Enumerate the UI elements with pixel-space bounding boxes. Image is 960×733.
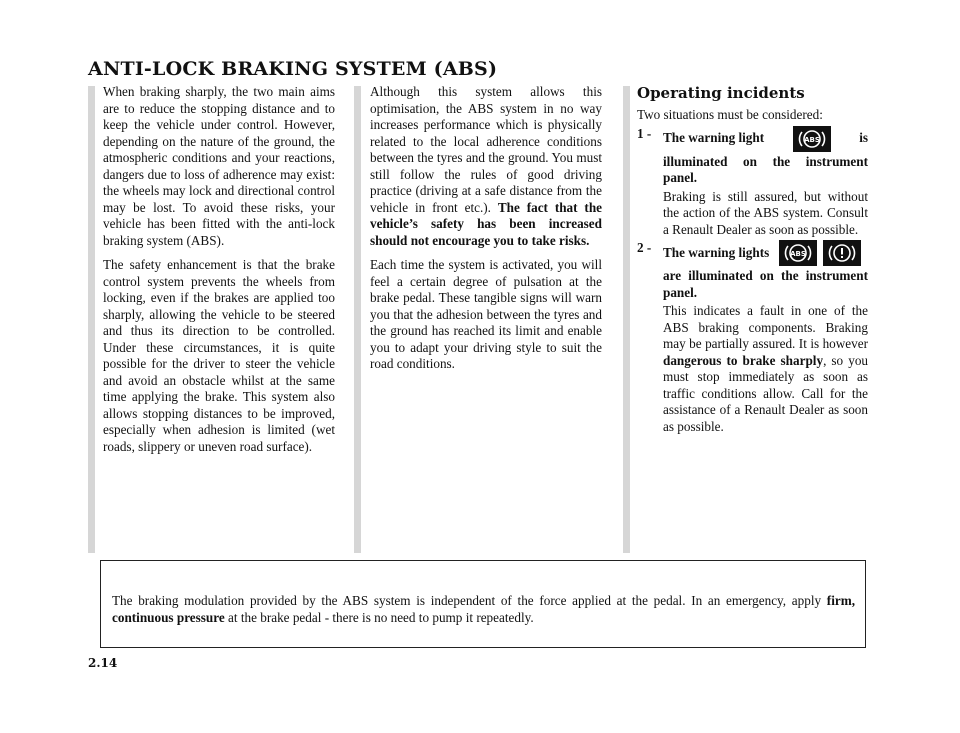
note-text: The braking modulation provided by the ABS system is independent of the force applied at the pedal. In an emergency, apply — [112, 593, 822, 608]
note-emphasis: firm, continuous pressure — [112, 593, 855, 625]
note-text: at the brake pedal - there is no need to pump it repeatedly. — [228, 609, 534, 625]
note-box — [100, 560, 866, 648]
incident-item-1 — [637, 126, 868, 239]
column-1 — [103, 84, 335, 463]
abs-warning-icon — [793, 126, 831, 152]
item-heading — [663, 240, 868, 266]
section-heading: Operating incidents — [637, 84, 805, 102]
item-heading-text: illuminated on the instrument panel. — [663, 153, 868, 185]
column-bar-2 — [354, 86, 361, 553]
item-number: 1 - — [637, 125, 652, 141]
page-number: 2.14 — [88, 656, 118, 670]
paragraph: The safety enhancement is that the brake control system prevents the wheels from locking, even if the brakes are applied too sharply, allowing the vehicle to be steered and thus its direction to be controlled. Under these circumstances, it is quite possible for the driver to steer the vehicle and avoid an obstacle whilst at the same time applying the brake. This system also allows stopping distances to be improved, especially when adhesion is limited (wet roads, slippery or uneven road surface). — [103, 257, 335, 454]
safety-warning-text: The fact that the vehicle’s safety has been increased should not encourage you to take risks. — [370, 199, 603, 248]
item-heading-text: The warning lights — [663, 244, 770, 260]
item-body-text: , so you must stop immediately as soon as traffic conditions allow. Call for the assistance of a Renault Dealer as soon as possible. — [663, 352, 869, 434]
item-body-text: This indicates a fault in one of the ABS braking components. Braking may be partially assured. It is however — [663, 303, 868, 351]
item-heading-text: The warning light — [663, 130, 765, 146]
svg-text:ABS: ABS — [790, 250, 807, 258]
item-heading-text: are illuminated on the instrument panel. — [663, 268, 868, 300]
brake-warning-icon — [823, 240, 861, 266]
column-bar-3 — [623, 86, 630, 553]
svg-text:ABS: ABS — [803, 135, 820, 144]
column-3 — [637, 84, 868, 441]
incident-item-2 — [637, 240, 868, 435]
intro-text: Two situations must be considered: — [637, 107, 823, 122]
item-heading-text: is — [859, 130, 868, 146]
paragraph-text: Although this system allows this optimisation, the ABS system in no way increases performance which is physically related to the local adherence conditions between the tyres and the ground. You must still follow the rules of good driving practice (driving at a safe distance from the vehicle in front etc.). — [370, 84, 602, 215]
abs-warning-icon — [779, 240, 817, 266]
danger-text: dangerous to brake sharply — [663, 352, 824, 368]
column-2 — [370, 84, 602, 381]
item-heading — [663, 126, 868, 152]
item-body — [663, 303, 868, 435]
paragraph: When braking sharply, the two main aims are to reduce the stopping distance and to keep the vehicle under control. However, depending on the nature of the ground, the atmospheric conditions and your reactions, dangers due to loss of adherence may exist: the wheels may lock and directional control may be lost. To avoid these risks, your vehicle has been fitted with the anti-lock braking system (ABS). — [103, 84, 335, 248]
paragraph: Each time the system is activated, you will feel a certain degree of pulsation at the brake pedal. These tangible signs will warn you that the adhesion between the tyres and the ground has reached its limit and enable you to adapt your driving style to suit the road conditions. — [370, 257, 602, 371]
item-body: Braking is still assured, but without the action of the ABS system. Consult a Renault Dealer as soon as possible. — [663, 188, 868, 237]
item-number: 2 - — [637, 240, 652, 255]
paragraph — [370, 84, 602, 249]
page-title: ANTI-LOCK BRAKING SYSTEM (ABS) — [88, 58, 498, 80]
column-bar-1 — [88, 86, 95, 553]
